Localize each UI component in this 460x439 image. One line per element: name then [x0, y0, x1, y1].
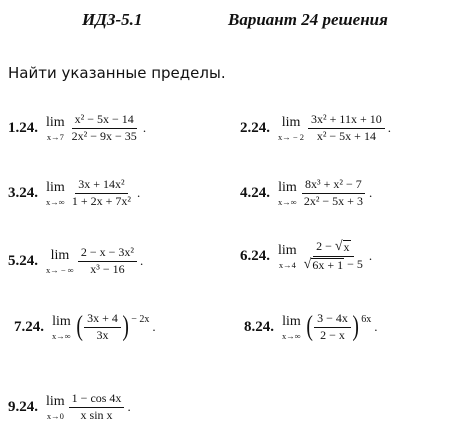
numerator: 8x³ + x² − 7: [302, 178, 365, 194]
limit-operator: lim x→4: [278, 242, 297, 270]
denominator: 2x² − 5x + 3: [303, 193, 363, 208]
problem-number: 3.24.: [8, 184, 38, 201]
square-root: √ 6x + 1: [303, 256, 344, 272]
denominator: x sin x: [80, 407, 113, 422]
numerator: 3 − 4x: [314, 312, 351, 328]
limit-operator: lim x→∞: [46, 179, 65, 207]
denominator: x² − 5x + 14: [316, 128, 376, 143]
problem-4: [240, 178, 372, 209]
limit-operator: lim x→7: [46, 114, 65, 142]
problem-number: 1.24.: [8, 119, 38, 136]
denominator: 3x: [96, 327, 109, 342]
numerator: 3x² + 11x + 10: [308, 113, 385, 129]
denominator: 2x² − 9x − 35: [71, 128, 137, 143]
header-left-title: ИДЗ-5.1: [82, 10, 143, 29]
instruction-text: Найти указанные пределы.: [8, 64, 226, 82]
right-paren: ): [122, 311, 129, 343]
problem-number: 4.24.: [240, 184, 270, 201]
period: .: [368, 185, 373, 201]
right-paren: ): [352, 311, 359, 343]
period: .: [127, 399, 131, 415]
limit-operator: lim x→∞: [282, 313, 301, 341]
fraction: [301, 178, 366, 209]
fraction: [314, 312, 351, 343]
period: .: [152, 319, 156, 335]
numerator: 3x + 4: [84, 312, 121, 328]
problem-5: [8, 246, 143, 277]
problem-8: [244, 312, 378, 343]
period: .: [140, 253, 144, 269]
limit-operator: lim x→ − ∞: [46, 247, 74, 275]
problem-number: 5.24.: [8, 252, 38, 269]
numerator: 1 − cos 4x: [69, 392, 125, 408]
problem-1: [8, 113, 146, 144]
problem-number: 8.24.: [244, 318, 274, 335]
denominator: 1 + 2x + 7x²: [71, 193, 131, 208]
problem-2: [240, 113, 391, 144]
numerator: x² − 5x − 14: [72, 113, 137, 129]
fraction: [84, 312, 121, 343]
problem-number: 7.24.: [14, 318, 44, 335]
period: .: [142, 120, 147, 136]
fraction: [301, 240, 366, 273]
header-right-title: Вариант 24 решения: [228, 10, 388, 29]
exponent: 6x: [361, 314, 372, 325]
problem-7: [14, 312, 156, 343]
denominator: x³ − 16: [90, 261, 125, 276]
numerator: 3x + 14x²: [75, 178, 127, 194]
fraction: [69, 178, 134, 209]
limit-operator: lim x→∞: [52, 313, 71, 341]
exponent: − 2x: [131, 314, 150, 325]
square-root: √ x: [334, 239, 350, 254]
problem-3: [8, 178, 140, 209]
problem-number: 2.24.: [240, 119, 270, 136]
fraction: [308, 113, 385, 144]
problem-number: 6.24.: [240, 247, 270, 264]
limit-operator: lim x→ − 2: [278, 114, 305, 142]
left-paren: (: [76, 311, 83, 343]
fraction: [78, 246, 137, 277]
problem-9: [8, 392, 131, 423]
fraction: [69, 113, 140, 144]
problem-number: 9.24.: [8, 398, 38, 415]
problem-6: [240, 240, 372, 273]
denominator: √ 6x + 1 − 5: [303, 256, 363, 272]
period: .: [368, 248, 373, 264]
limit-operator: lim x→0: [46, 393, 65, 421]
period: .: [387, 120, 391, 136]
period: .: [374, 319, 378, 335]
fraction: [69, 392, 125, 423]
numerator: 2 − √ x: [313, 240, 353, 257]
left-paren: (: [306, 311, 313, 343]
denominator: 2 − x: [320, 327, 345, 342]
period: .: [136, 185, 141, 201]
numerator: 2 − x − 3x²: [78, 246, 137, 262]
limit-operator: lim x→∞: [278, 179, 297, 207]
